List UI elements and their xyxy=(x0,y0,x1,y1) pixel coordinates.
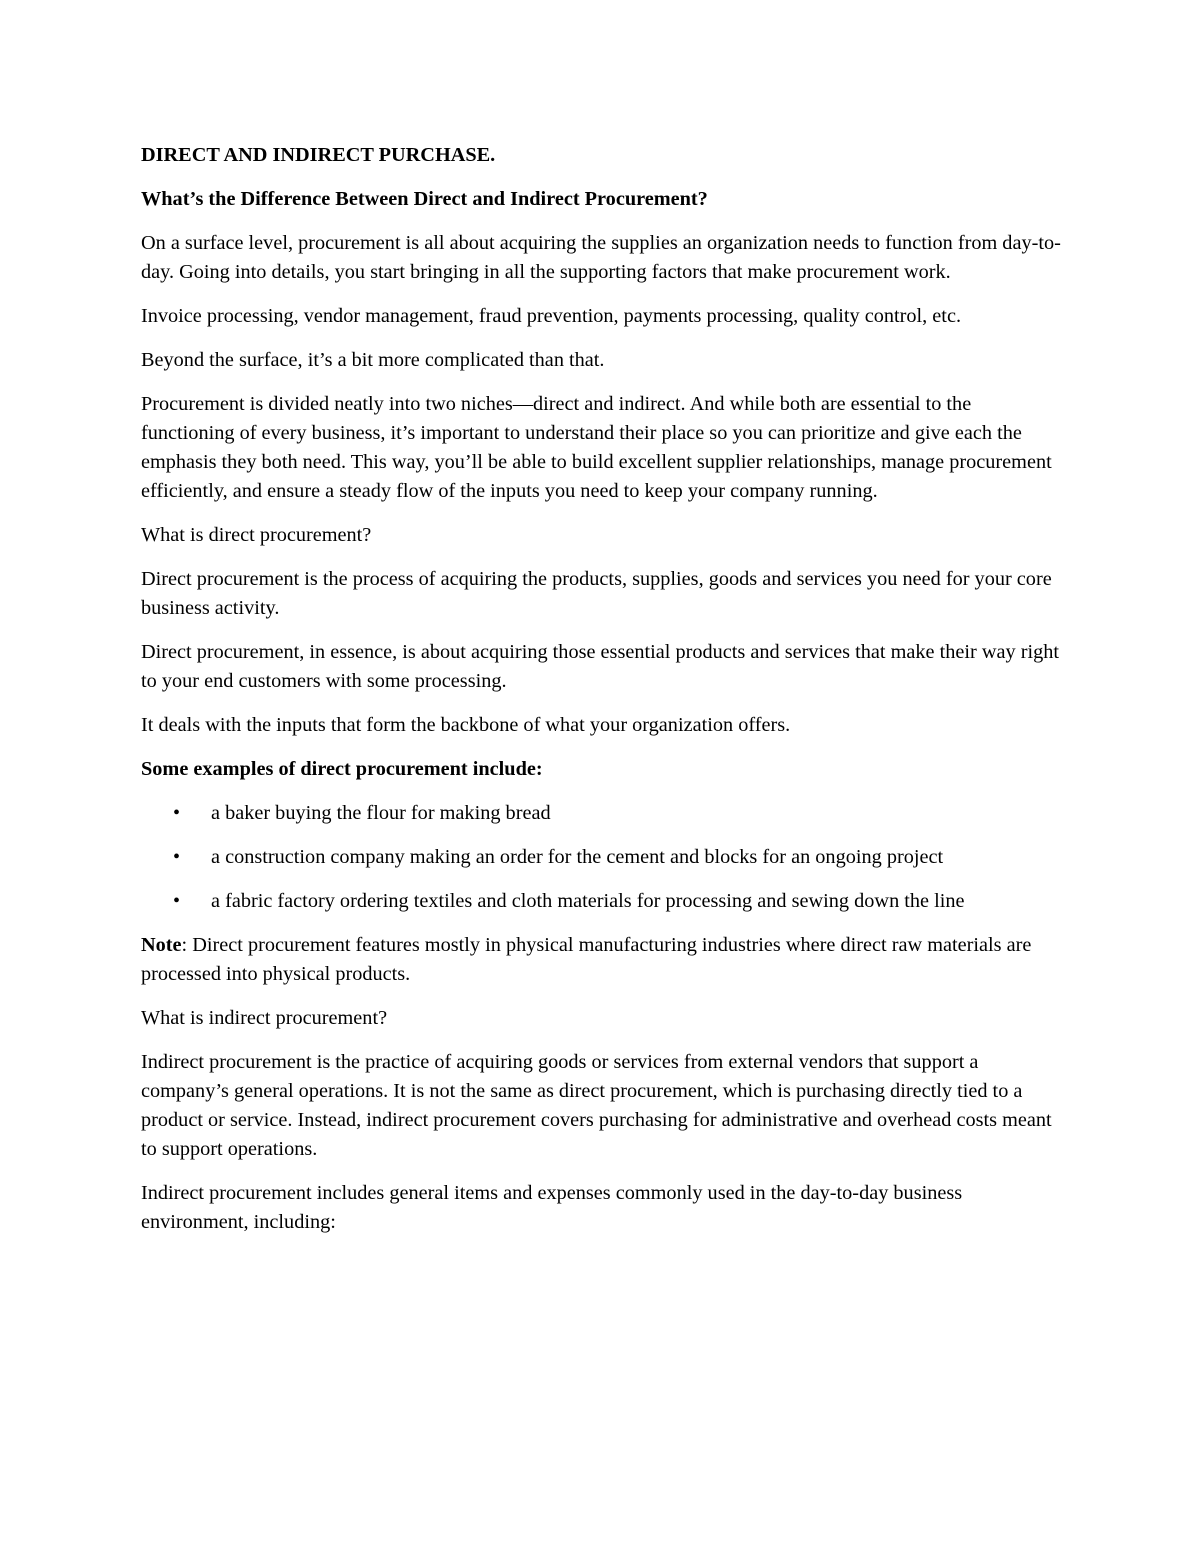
list-item-text: a fabric factory ordering textiles and cloth materials for processing and sewing down the line xyxy=(211,890,965,912)
bullet-icon: • xyxy=(173,846,181,868)
list-item xyxy=(141,887,1065,916)
paragraph-beyond-surface: Beyond the surface, it’s a bit more complicated than that. xyxy=(141,349,605,371)
examples-heading: Some examples of direct procurement include: xyxy=(141,758,543,780)
paragraph-two-niches: Procurement is divided neatly into two niches—direct and indirect. And while both are essential to the functioning of every business, it’s important to understand their place so you can prioritize and give each the emphasis they both need. This way, you’ll be able to build excellent supplier relationships, manage procurement efficiently, and ensure a steady flow of the inputs you need to keep your company running. xyxy=(141,393,1052,502)
paragraph-intro: On a surface level, procurement is all about acquiring the supplies an organization needs to function from day-to-day. Going into details, you start bringing in all the supporting factors that make procurement work. xyxy=(141,232,1061,283)
note-text: : Direct procurement features mostly in physical manufacturing industries where direct raw materials are processed into physical products. xyxy=(141,934,1032,985)
list-item-text: a baker buying the flour for making bread xyxy=(211,802,551,824)
document-title: DIRECT AND INDIRECT PURCHASE. xyxy=(141,144,496,166)
paragraph-indirect-definition: Indirect procurement is the practice of acquiring goods or services from external vendors that support a company’s general operations. It is not the same as direct procurement, which is purchasing directly tied to a product or service. Instead, indirect procurement covers purchasing for administrative and overhead costs meant to support operations. xyxy=(141,1051,1052,1160)
paragraph-indirect-includes: Indirect procurement includes general items and expenses commonly used in the day-to-day business environment, including: xyxy=(141,1182,963,1233)
examples-list xyxy=(141,799,1065,916)
paragraph-note xyxy=(141,931,1065,989)
paragraph-direct-definition: Direct procurement is the process of acquiring the products, supplies, goods and services you need for your core business activity. xyxy=(141,568,1052,619)
question-direct-procurement: What is direct procurement? xyxy=(141,524,372,546)
list-item xyxy=(141,799,1065,828)
paragraph-direct-backbone: It deals with the inputs that form the backbone of what your organization offers. xyxy=(141,714,791,736)
bullet-icon: • xyxy=(173,802,181,824)
document-subtitle: What’s the Difference Between Direct and Indirect Procurement? xyxy=(141,188,708,210)
list-item xyxy=(141,843,1065,872)
question-indirect-procurement: What is indirect procurement? xyxy=(141,1007,388,1029)
paragraph-supporting-factors: Invoice processing, vendor management, fraud prevention, payments processing, quality control, etc. xyxy=(141,305,962,327)
bullet-icon: • xyxy=(173,890,181,912)
paragraph-direct-essence: Direct procurement, in essence, is about acquiring those essential products and services that make their way right to your end customers with some processing. xyxy=(141,641,1059,692)
list-item-text: a construction company making an order for the cement and blocks for an ongoing project xyxy=(211,846,944,868)
note-label: Note xyxy=(141,934,182,956)
